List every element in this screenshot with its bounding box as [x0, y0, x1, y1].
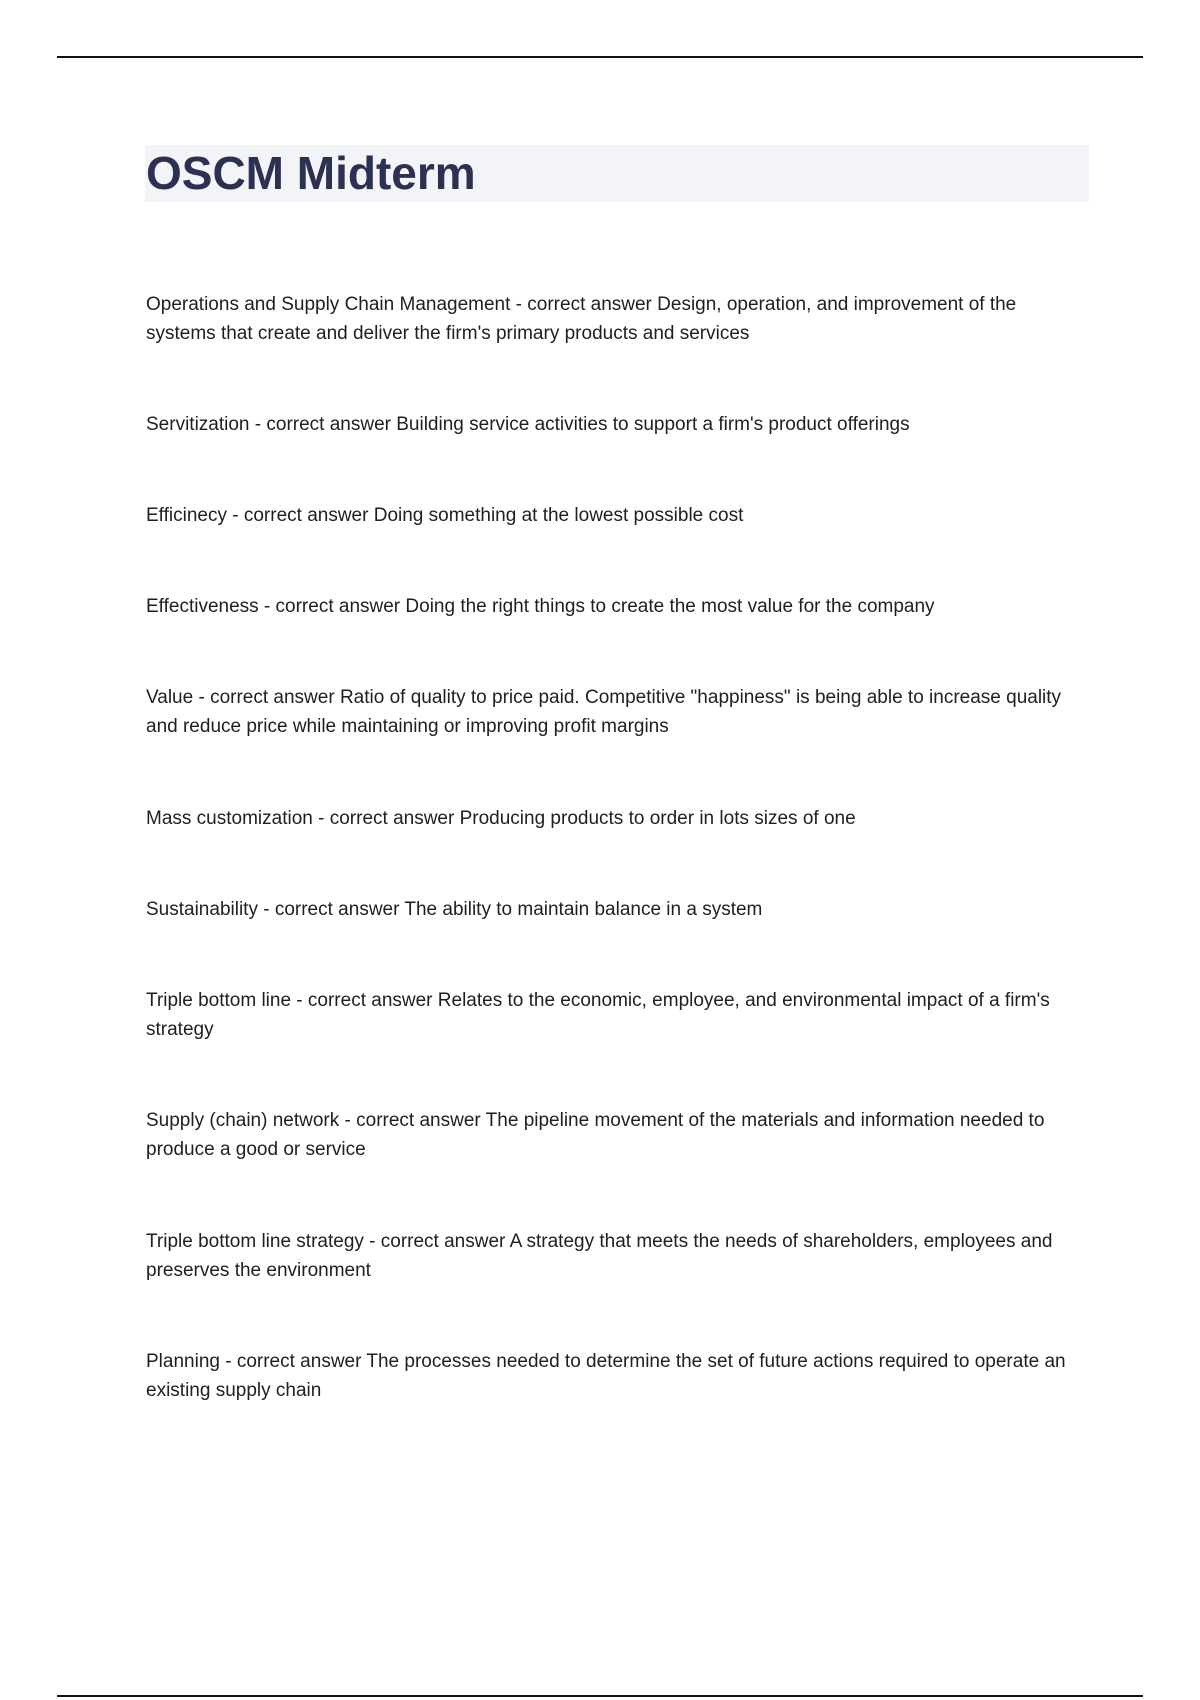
flashcard-entry: Planning - correct answer The processes needed to determine the set of future actions required to operate an existing supply chain [146, 1351, 1066, 1401]
page-title: OSCM Midterm [146, 147, 476, 199]
flashcard-entry: Triple bottom line - correct answer Relates to the economic, employee, and environmental impact of a firm's strategy [146, 990, 1050, 1040]
header-rule [57, 56, 1143, 58]
flashcard-entry: Servitization - correct answer Building service activities to support a firm's product offerings [146, 414, 910, 435]
flashcard-entry: Sustainability - correct answer The ability to maintain balance in a system [146, 899, 763, 920]
flashcard-entry: Value - correct answer Ratio of quality to price paid. Competitive "happiness" is being able to increase quality and reduce price while maintaining or improving profit margins [146, 687, 1062, 737]
flashcard-entry: Effectiveness - correct answer Doing the right things to create the most value for the company [146, 596, 935, 617]
footer-rule [57, 1695, 1143, 1697]
flashcard-entry: Triple bottom line strategy - correct answer A strategy that meets the needs of shareholders, employees and preserves the environment [146, 1231, 1053, 1281]
flashcard-entry: Efficinecy - correct answer Doing something at the lowest possible cost [146, 505, 744, 526]
flashcard-entry: Supply (chain) network - correct answer The pipeline movement of the materials and information needed to produce a good or service [146, 1110, 1045, 1160]
flashcard-entry: Mass customization - correct answer Producing products to order in lots sizes of one [146, 808, 856, 829]
flashcard-entry: Operations and Supply Chain Management - correct answer Design, operation, and improvement of the systems that create and deliver the firm's primary products and services [146, 294, 1017, 344]
